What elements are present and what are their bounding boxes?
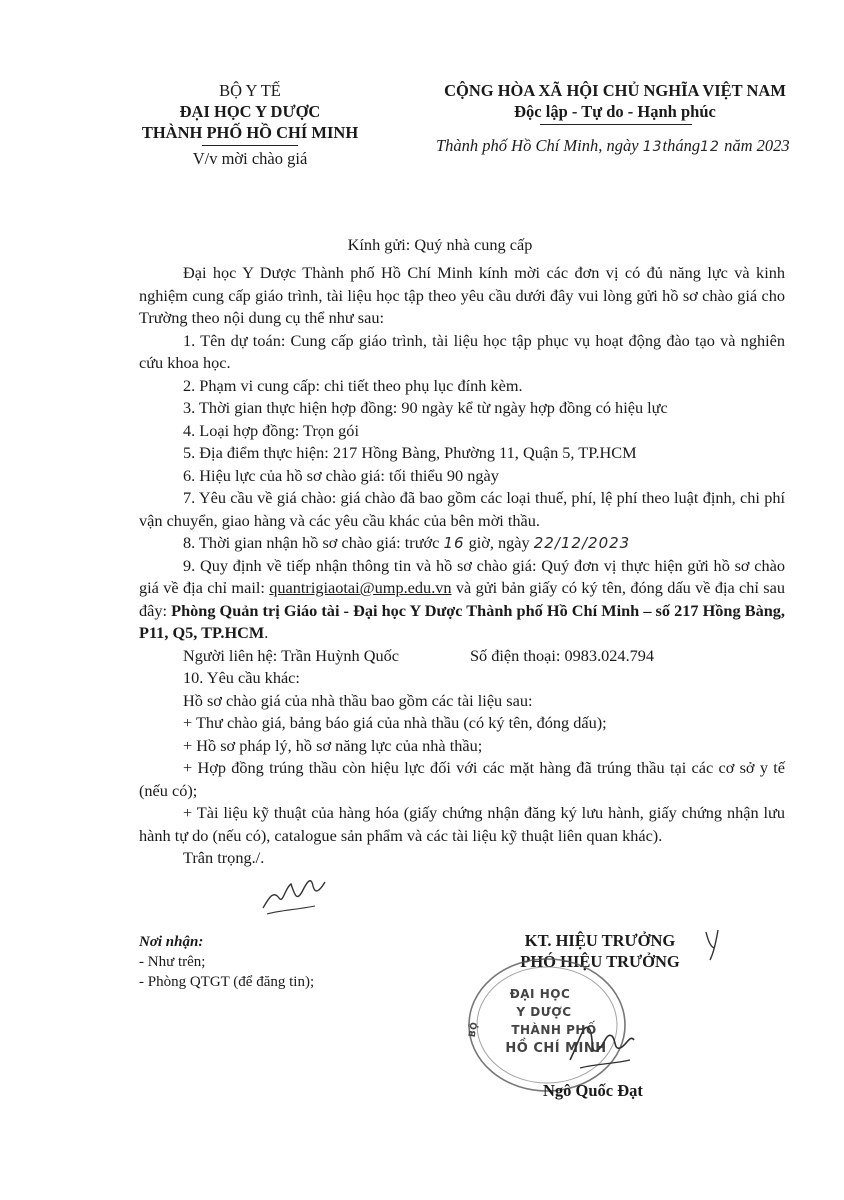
item-9-text-a: 9. Quy định về tiếp nhận thông tin và hồ sơ chào giá: Quý đơn vị thực hiện gửi hồ sơ chào giá về địa chỉ mail:	[139, 555, 785, 597]
header-left	[120, 80, 380, 143]
document-1: + Thư chào giá, bảng báo giá của nhà thầu (có ký tên, đóng dấu);	[183, 713, 607, 732]
seal-line-4: HỒ CHÍ MINH	[505, 1041, 607, 1056]
intro-paragraph: Đại học Y Dược Thành phố Hồ Chí Minh kính mời các đơn vị có đủ năng lực và kinh nghiệm cung cấp giáo trình, tài liệu học tập theo yêu cầu dưới đây vui lòng gửi hồ sơ chào giá cho Trường theo nội dung cụ thể như sau:	[139, 263, 785, 327]
item-9-text-b: và gửi bản giấy có ký tên, đóng dấu về địa chỉ sau đây:	[139, 578, 785, 620]
delivery-address: Phòng Quản trị Giáo tài - Đại học Y Dược Thành phố Hồ Chí Minh – số 217 Hồng Bàng, P11, Q5, TP.HCM	[139, 600, 785, 642]
item-4: 4. Loại hợp đồng: Trọn gói	[183, 420, 359, 440]
recipients-title: Nơi nhận:	[139, 934, 204, 950]
item-8-prefix: 8. Thời gian nhận hồ sơ chào giá: trước	[183, 533, 444, 552]
item-2: 2. Phạm vi cung cấp: chi tiết theo phụ lục đính kèm.	[183, 375, 523, 395]
item-7: 7. Yêu cầu về giá chào: giá chào đã bao gồm các loại thuế, phí, lệ phí theo luật định, chi phí vận chuyển, giao hàng và các yêu cầu khác của bên mời thầu.	[139, 488, 785, 530]
date-day: 13	[642, 139, 663, 155]
document-subject: V/v mời chào giá	[192, 149, 308, 168]
salutation: Kính gửi: Quý nhà cung cấp	[347, 235, 533, 254]
contact-person: Người liên hệ: Trần Huỳnh Quốc	[183, 645, 399, 665]
recipient-1: - Như trên;	[139, 954, 206, 970]
document-3: + Hợp đồng trúng thầu còn hiệu lực đối với các mặt hàng đã trúng thầu tại các cơ sở y tế (nếu có);	[139, 758, 785, 800]
contact-phone: Số điện thoại: 0983.024.794	[470, 645, 655, 665]
recipient-2: - Phòng QTGT (để đăng tin);	[139, 974, 315, 990]
signatory-name: Ngô Quốc Đạt	[543, 1081, 643, 1100]
closing: Trân trọng./.	[183, 848, 265, 867]
ministry-name: BỘ Y TẾ	[219, 81, 281, 100]
item-3: 3. Thời gian thực hiện hợp đồng: 90 ngày kể từ ngày hợp đồng có hiệu lực	[183, 398, 668, 417]
deadline-hour: 16	[443, 534, 465, 552]
university-name-line1: ĐẠI HỌC Y DƯỢC	[179, 102, 321, 121]
header-right-rule	[540, 124, 692, 125]
letter-body	[139, 262, 785, 870]
contact-email-link[interactable]: quantrigiaotai@ump.edu.vn	[269, 578, 452, 597]
seal-line-1: ĐẠI HỌC	[509, 987, 571, 1001]
signatory-title-2: PHÓ HIỆU TRƯỞNG	[520, 952, 680, 971]
seal-line-2: Y DƯỢC	[516, 1005, 572, 1019]
signature-scribble	[560, 1010, 640, 1080]
item-6: 6. Hiệu lực của hồ sơ chào giá: tối thiểu 90 ngày	[183, 465, 499, 485]
item-9-end: .	[264, 623, 269, 642]
document-date	[436, 135, 836, 158]
item-10: 10. Yêu cầu khác:	[183, 668, 300, 687]
item-8	[139, 532, 785, 555]
deadline-date: 22/12/2023	[533, 534, 631, 552]
header-right	[410, 80, 820, 122]
date-prefix: Thành phố Hồ Chí Minh, ngày	[436, 136, 643, 155]
recipients	[139, 932, 439, 992]
item-1: 1. Tên dự toán: Cung cấp giáo trình, tài liệu học tập phục vụ hoạt động đào tạo và nghiên cứu khoa học.	[139, 330, 785, 372]
date-year: năm 2023	[719, 136, 790, 155]
national-motto: Độc lập - Tự do - Hạnh phúc	[514, 102, 716, 121]
header-left-rule	[202, 145, 298, 146]
seal-line-3: THÀNH PHỐ	[511, 1023, 597, 1037]
signatory-title-1: KT. HIỆU TRƯỞNG	[524, 931, 676, 950]
date-month-label: tháng	[662, 136, 701, 155]
item-8-mid: giờ, ngày	[464, 533, 534, 552]
title-initials	[700, 926, 730, 966]
closing-initials-signature	[255, 868, 335, 918]
date-month: 12	[700, 139, 720, 155]
documents-intro: Hồ sơ chào giá của nhà thầu bao gồm các tài liệu sau:	[183, 690, 533, 710]
contact-line	[139, 645, 785, 668]
item-9	[139, 555, 785, 645]
university-name-line2: THÀNH PHỐ HỒ CHÍ MINH	[141, 123, 359, 142]
document-4: + Tài liệu kỹ thuật của hàng hóa (giấy chứng nhận đăng ký lưu hành, giấy chứng nhận lưu hành tự do (nếu có), catalogue sản phẩm và các tài liệu kỹ thuật liên quan khác).	[139, 803, 785, 845]
seal-side-text: BỘ	[467, 1021, 481, 1039]
country-name: CỘNG HÒA XÃ HỘI CHỦ NGHĨA VIỆT NAM	[444, 81, 786, 100]
document-2: + Hồ sơ pháp lý, hồ sơ năng lực của nhà thầu;	[183, 735, 483, 755]
item-5: 5. Địa điểm thực hiện: 217 Hồng Bàng, Phường 11, Quận 5, TP.HCM	[183, 443, 637, 462]
